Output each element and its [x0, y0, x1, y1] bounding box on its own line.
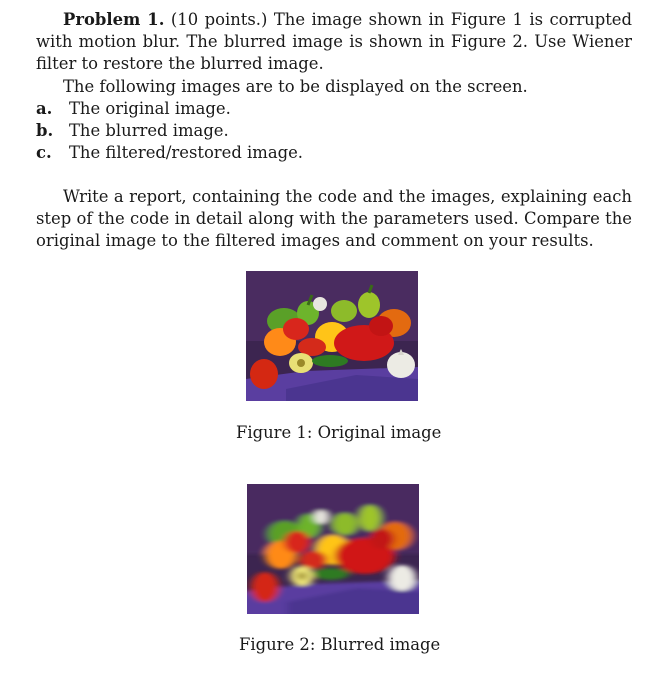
- list-item-text: The blurred image.: [69, 121, 229, 140]
- list-intro-paragraph: [36, 76, 632, 98]
- list-item-b: [36, 120, 229, 142]
- problem-intro-paragraph: [36, 9, 632, 76]
- list-item-text: The original image.: [69, 99, 231, 118]
- figure-2-image: [247, 484, 419, 614]
- list-item-text: The filtered/restored image.: [69, 143, 304, 162]
- list-item-label: a.: [36, 99, 53, 118]
- problem-points: (10 points.): [170, 10, 268, 29]
- list-item-label: b.: [36, 121, 54, 140]
- figure-1-image: [246, 271, 418, 401]
- figure-1-caption: Figure 1: Original image: [236, 423, 442, 442]
- problem-intro-text: The image shown in Figure 1 is corrupted with motion blur. The blurred image is shown in Figure 2. Use Wiener filter to restore the blurred image.: [36, 10, 632, 74]
- list-intro-text: The following images are to be displayed on the screen.: [63, 77, 528, 96]
- list-item-label: c.: [36, 143, 52, 162]
- problem-heading: Problem 1.: [63, 10, 165, 29]
- figure-2-caption: Figure 2: Blurred image: [239, 635, 441, 654]
- peppers-blurred-photo: [247, 484, 419, 614]
- peppers-photo: [246, 271, 418, 401]
- report-paragraph: [36, 186, 632, 253]
- list-item-c: [36, 142, 303, 164]
- list-item-a: [36, 98, 231, 120]
- report-text: Write a report, containing the code and the images, explaining each step of the code in detail along with the parameters used. Compare the original image to the filtered images and comment on your results.: [36, 187, 632, 251]
